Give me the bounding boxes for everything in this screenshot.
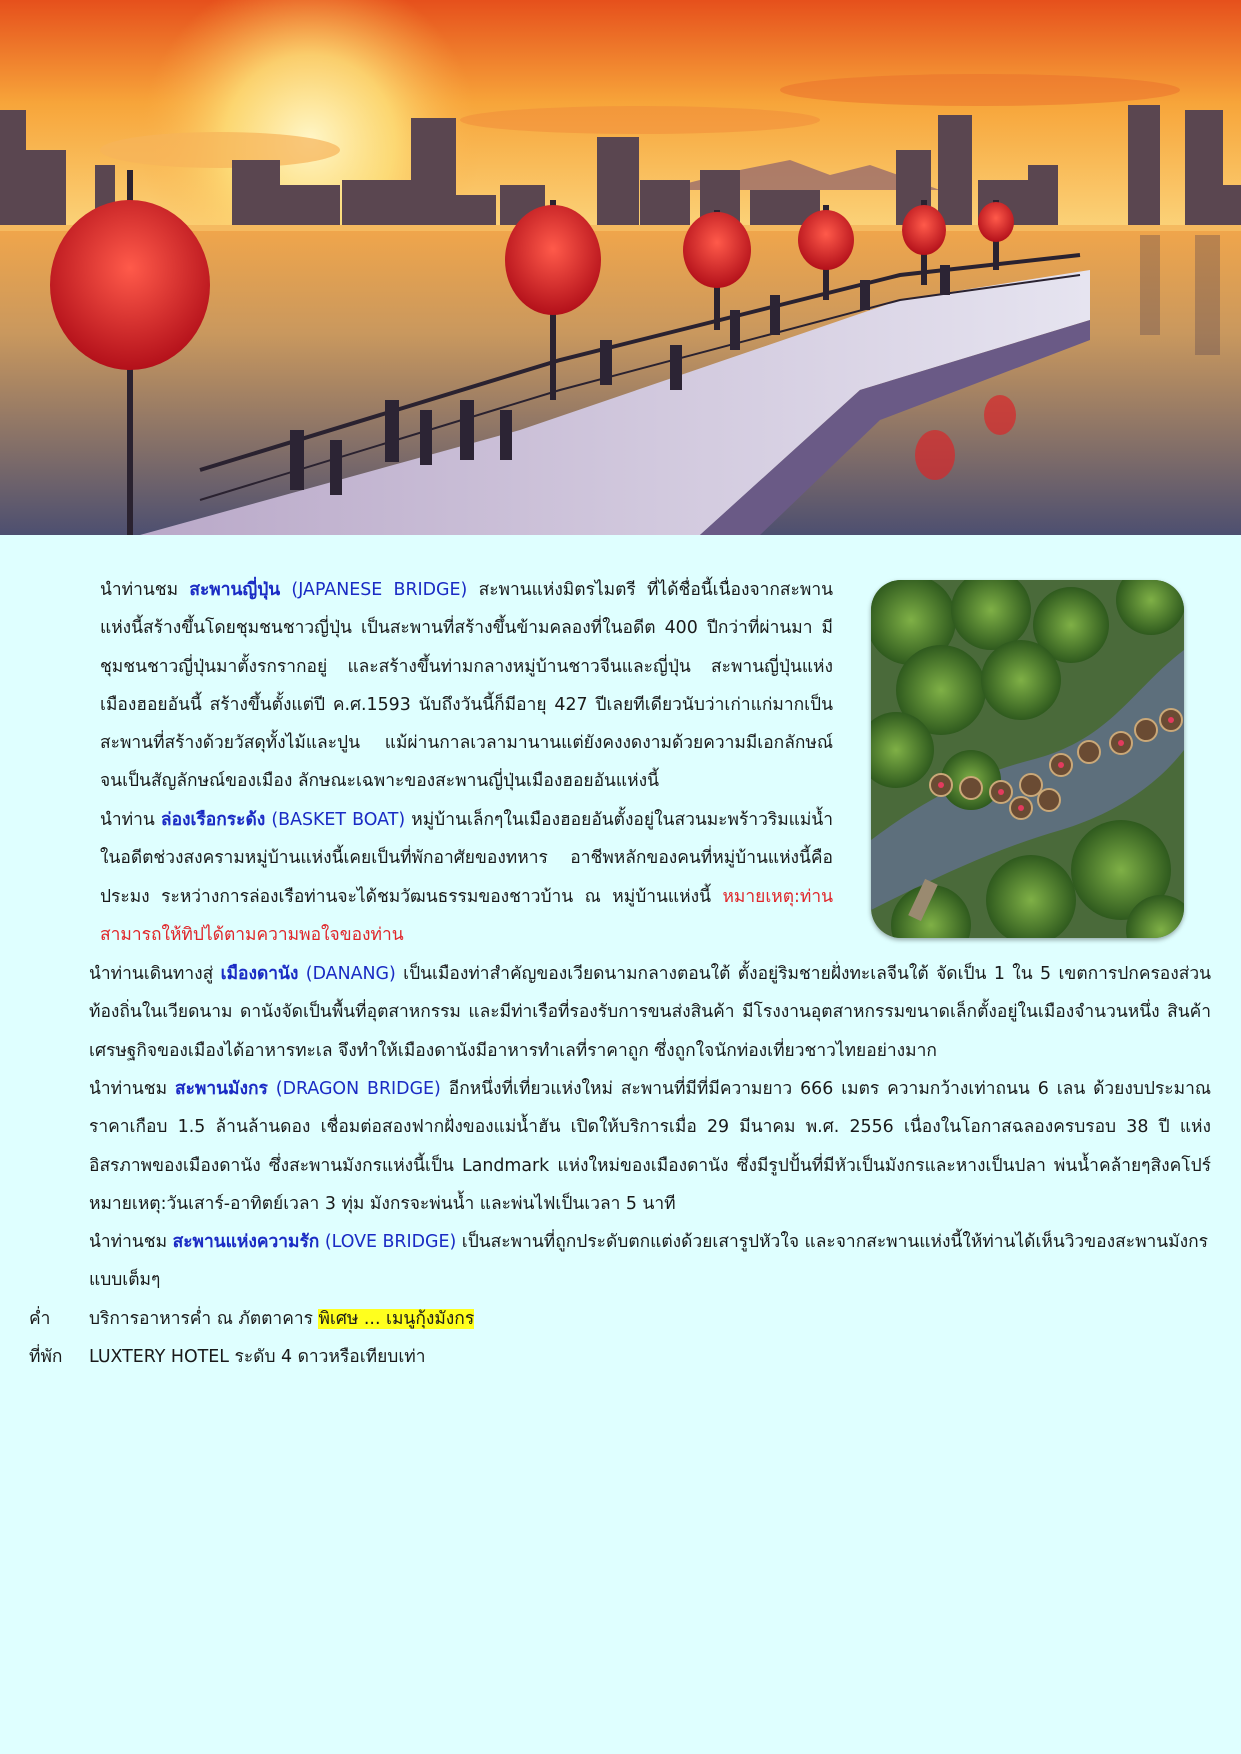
- japanese-bridge-paragraph: [100, 571, 833, 801]
- attraction-name: เมืองดานัง: [220, 964, 299, 984]
- attraction-english-name: (BASKET BOAT): [265, 810, 406, 830]
- hotel-label: ที่พัก: [29, 1347, 63, 1367]
- attraction-english-name: (DRAGON BRIDGE): [267, 1079, 441, 1099]
- basket-boat-paragraph: [100, 801, 833, 954]
- hotel-info: LUXTERY HOTEL ระดับ 4 ดาวหรือเทียบเท่า: [89, 1347, 426, 1367]
- attraction-english-name: (JAPANESE BRIDGE): [280, 580, 468, 600]
- attraction-english-name: (LOVE BRIDGE): [319, 1232, 457, 1252]
- paragraph-intro: นำท่านชม: [89, 1232, 173, 1252]
- danang-paragraph: [89, 955, 1211, 1070]
- paragraph-body: หมู่บ้านเล็กๆในเมืองฮอยอันตั้งอยู่ในสวนมะพร้าวริมแม่น้ำ ในอดีตช่วงสงครามหมู่บ้านแห่งนี้เคยเป็นที่พักอาศัยของทหาร อาชีพหลักของคนที่หมู่บ้านแห่งนี้คือประมง ระหว่างการล่องเรือท่านจะได้ชมวัฒนธรรมของชาวบ้าน ณ หมู่บ้านแห่งนี้: [100, 810, 833, 907]
- dinner-label: ค่ำ: [29, 1309, 51, 1329]
- dinner-info: [89, 1300, 474, 1338]
- paragraph-intro: นำท่านเดินทางสู่: [89, 964, 221, 984]
- attraction-name: สะพานญี่ปุ่น: [189, 580, 281, 600]
- paragraph-intro: นำท่านชม: [89, 1079, 175, 1099]
- attraction-name: สะพานมังกร: [174, 1079, 268, 1099]
- dragon-bridge-paragraph: [89, 1070, 1211, 1223]
- paragraph-intro: นำท่านชม: [100, 580, 190, 600]
- attraction-english-name: (DANANG): [298, 964, 396, 984]
- paragraph-body: อีกหนึ่งที่เที่ยวแห่งใหม่ สะพานที่มีที่มีความยาว 666 เมตร ความกว้างเท่าถนน 6 เลน ด้วยงบประมาณราคาเกือบ 1.5 ล้านล้านดอง เชื่อมต่อสองฟากฝั่งของแม่น้ำฮัน เปิดให้บริการเมื่อ 29 มีนาคม พ.ศ. 2556 เนื่องในโอกาสฉลองครบรอบ 38 ปี แห่งอิสรภาพของเมืองดานัง ซึ่งสะพานมังกรแห่งนี้เป็น Landmark แห่งใหม่ของเมืองดานัง ซึ่งมีรูปปั้นที่มีหัวเป็นมังกรและหางเป็นปลา พ่นน้ำคล้ายๆสิงคโปร์ หมายเหตุ:วันเสาร์-อาทิตย์เวลา 3 ทุ่ม มังกรจะพ่นน้ำ และพ่นไฟเป็นเวลา 5 นาที: [89, 1079, 1211, 1214]
- paragraph-body: เป็นสะพานที่ถูกประดับตกแต่งด้วยเสารูปหัวใจ และจากสะพานแห่งนี้ให้ท่านได้เห็นวิวของสะพานมังกรแบบเต็มๆ: [89, 1232, 1209, 1291]
- paragraph-body: สะพานแห่งมิตรไมตรี ที่ได้ชื่อนี้เนื่องจากสะพานแห่งนี้สร้างขึ้นโดยชุมชนชาวญี่ปุ่น เป็นสะพานที่สร้างขึ้นข้ามคลองที่ในอดีต 400 ปีกว่าที่ผ่านมา มีชุมชนชาวญี่ปุ่นมาตั้งรกรากอยู่ และสร้างขึ้นท่ามกลางหมู่บ้านชาวจีนและญี่ปุ่น สะพานญี่ปุ่นแห่งเมืองฮอยอันนี้ สร้างขึ้นตั้งแต่ปี ค.ศ.1593 นับถึงวันนี้ก็มีอายุ 427 ปีเลยทีเดียวนับว่าเก่าแก่มากเป็นสะพานที่สร้างด้วยวัสดุทั้งไม้และปูน แม้ผ่านกาลเวลามานานแต่ยังคงงดงามด้วยความมีเอกลักษณ์ จนเป็นสัญลักษณ์ของเมือง ลักษณะเฉพาะของสะพานญี่ปุ่นเมืองฮอยอันแห่งนี้: [100, 580, 833, 792]
- paragraph-body: เป็นเมืองท่าสำคัญของเวียดนามกลางตอนใต้ ตั้งอยู่ริมชายฝั่งทะเลจีนใต้ จัดเป็น 1 ใน 5 เขตการปกครองส่วนท้องถิ่นในเวียดนาม ดานังจัดเป็นพื้นที่อุตสาหกรรม และมีท่าเรือที่รองรับการขนส่งสินค้า มีโรงงานอุตสาหกรรมขนาดเล็กตั้งอยู่ในเมืองจำนวนหนึ่ง สินค้าเศรษฐกิจของเมืองได้อาหารทะเล จึงทำให้เมืองดานังมีอาหารทำเลที่ราคาถูก ซึ่งถูกใจนักท่องเที่ยวชาวไทยอย่างมาก: [89, 964, 1211, 1061]
- side-photo: [871, 580, 1184, 938]
- paragraph-intro: นำท่าน: [100, 810, 161, 830]
- love-bridge-paragraph: [89, 1223, 1211, 1300]
- hero-photo: [0, 0, 1241, 535]
- attraction-name: สะพานแห่งความรัก: [172, 1232, 320, 1252]
- dinner-text: บริการอาหารค่ำ ณ ภัตตาคาร: [89, 1309, 319, 1329]
- dinner-special-highlight: พิเศษ ... เมนูกุ้งมังกร: [318, 1309, 475, 1329]
- attraction-name: ล่องเรือกระด้ง: [160, 810, 266, 830]
- tip-note: หมายเหตุ:ท่านสามารถให้ทิปได้ตามความพอใจของท่าน: [100, 886, 833, 945]
